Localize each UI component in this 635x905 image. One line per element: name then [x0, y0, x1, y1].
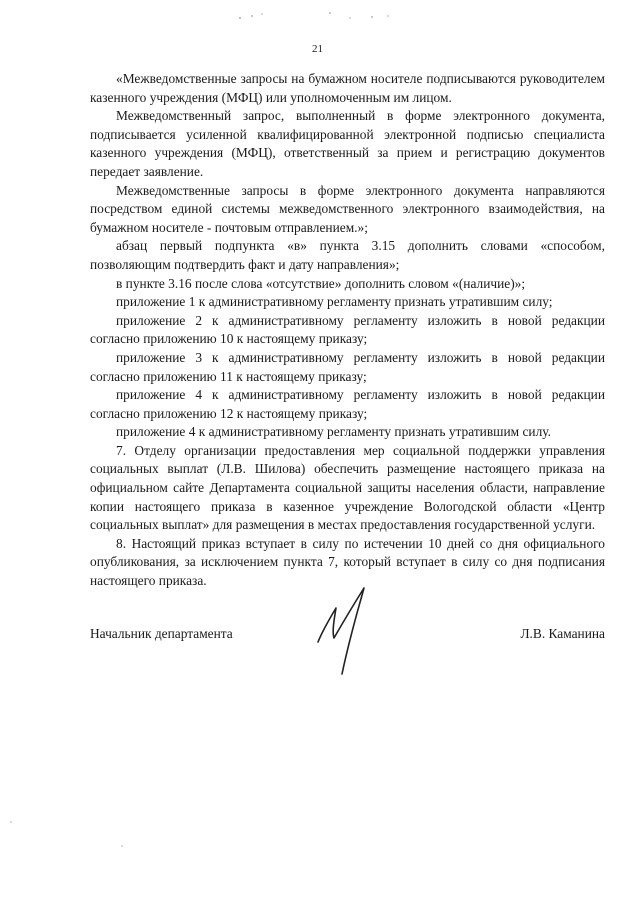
- paragraph: приложение 2 к административному регламенту изложить в новой редакции согласно приложению 10 к настоящему приказу;: [90, 312, 605, 347]
- paragraph: приложение 4 к административному регламенту признать утратившим силу.: [116, 424, 551, 440]
- signatory-title: Начальник департамента: [90, 626, 233, 641]
- paragraph: 8. Настоящий приказ вступает в силу по истечении 10 дней со дня официального опубликования, за исключением пункта 7, который вступает в силу со дня подписания настоящего приказа.: [90, 535, 605, 589]
- paragraph: «Межведомственные запросы на бумажном носителе подписываются руководителем казенного учреждения (МФЦ) или уполномоченным им лицом.: [90, 71, 605, 105]
- paragraph: абзац первый подпункта «в» пункта 3.15 дополнить словами «способом, позволяющим подтвердить факт и дату направления»;: [90, 238, 605, 272]
- paragraph: 7. Отделу организации предоставления мер социальной поддержки управления социальных выплат (Л.В. Шилова) обеспечить размещение настоящего приказа на официальном сайте Департамента социальной защиты населения области, направление копии настоящего приказа в казенное учреждение Вологодской области «Центр социальных выплат» для размещения в местах предоставления государственной услуги.: [90, 442, 605, 533]
- paragraph: приложение 3 к административному регламенту изложить в новой редакции согласно приложению 11 к настоящему приказу;: [90, 349, 605, 384]
- paragraph: Межведомственный запрос, выполненный в форме электронного документа, подписывается усиленной квалифицированной электронной подписью специалиста казенного учреждения (МФЦ), ответственный за прием и регистрацию документов передает заявление.: [90, 108, 605, 179]
- paragraph: Межведомственные запросы в форме электронного документа направляются посредством единой системы межведомственного электронного взаимодействия, на бумажном носителе - почтовым отправлением.»;: [90, 182, 605, 235]
- signatory-name: Л.В. Каманина: [520, 626, 605, 641]
- paragraph: в пункте 3.16 после слова «отсутствие» дополнить словом «(наличие)»;: [116, 275, 526, 291]
- handwritten-signature: [310, 580, 380, 680]
- document-body: [90, 70, 605, 591]
- paragraph: приложение 4 к административному регламенту изложить в новой редакции согласно приложению 12 к настоящему приказу;: [90, 387, 605, 421]
- paragraph: приложение 1 к административному регламенту признать утратившим силу;: [116, 294, 553, 310]
- page-number: 21: [312, 43, 323, 55]
